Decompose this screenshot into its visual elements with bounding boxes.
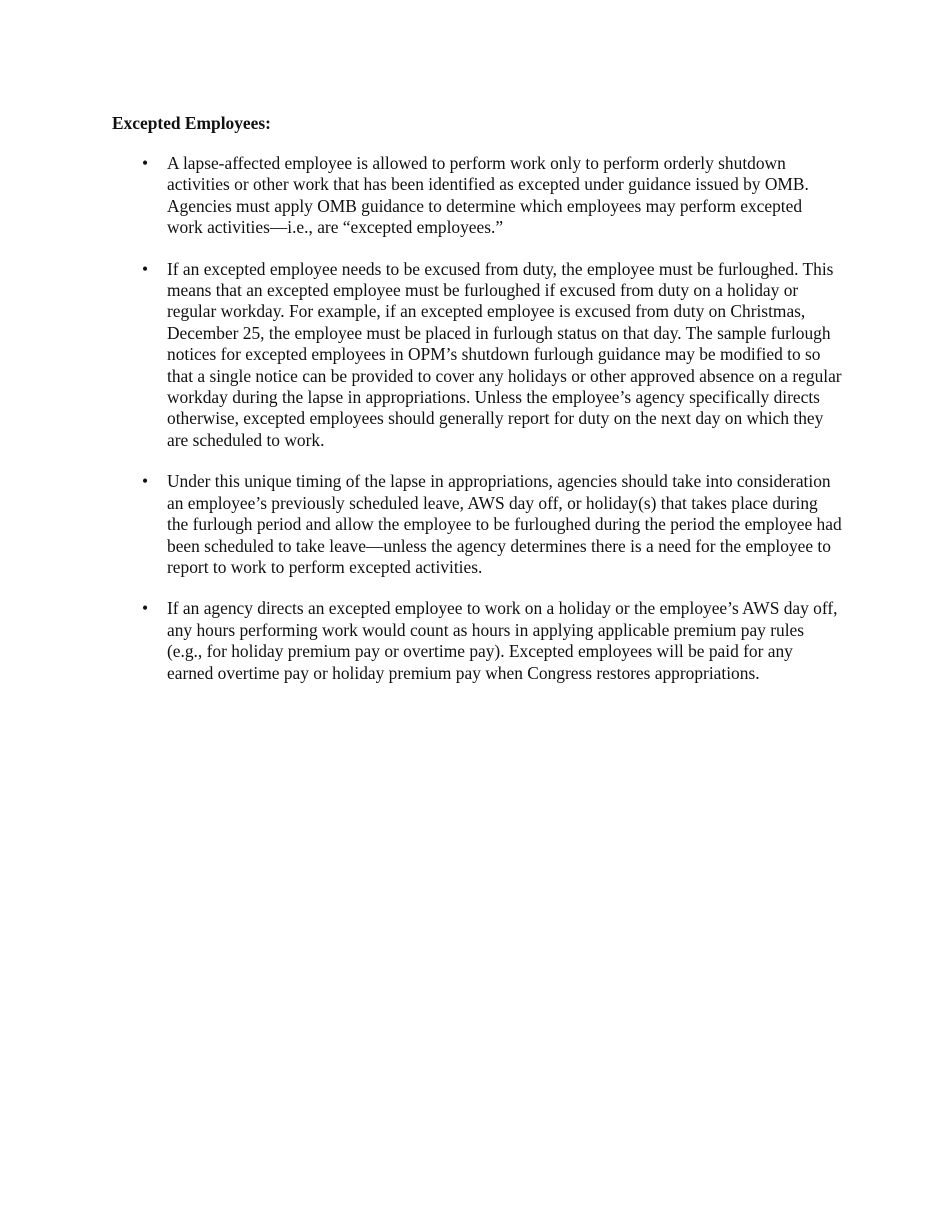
bullet-icon: • [141,258,149,279]
bullet-text: If an agency directs an excepted employee to work on a holiday or the employee’s AWS day off, any hours performing work would count as hours in applying applicable premium pay rules (e.g., for holiday premium pay or overtime pay). Excepted employees will be paid for any earned overtime pay or holiday premium pay when Congress restores appropriations. [167,598,838,683]
list-item [112,153,842,239]
list-item [112,259,842,452]
bullet-icon: • [141,598,149,619]
bullet-list [112,153,842,704]
section-heading: Excepted Employees: [112,113,271,133]
list-item [112,471,842,578]
bullet-icon: • [141,153,149,173]
list-item [112,598,842,684]
bullet-icon: • [141,471,149,492]
bullet-text: Under this unique timing of the lapse in appropriations, agencies should take into consideration an employee’s previously scheduled leave, AWS day off, or holiday(s) that takes place during the furlough period and allow the employee to be furloughed during the period the employee had been scheduled to take leave—unless the agency determines there is a need for the employee to report to work to perform excepted activities. [167,471,842,577]
bullet-text: A lapse-affected employee is allowed to perform work only to perform orderly shutdown activities or other work that has been identified as excepted under guidance issued by OMB. Agencies must apply OMB guidance to determine which employees may perform excepted work activities—i.e., are “excepted employees.” [167,153,809,238]
bullet-text: If an excepted employee needs to be excused from duty, the employee must be furloughed. This means that an excepted employee must be furloughed if excused from duty on a holiday or regular workday. For example, if an excepted employee is excused from duty on Christmas, December 25, the employee must be placed in furlough status on that day. The sample furlough notices for excepted employees in OPM’s shutdown furlough guidance may be modified to so that a single notice can be provided to cover any holidays or other approved absence on a regular workday during the lapse in appropriations. Unless the employee’s agency specifically directs otherwise, excepted employees should generally report for duty on the next day on which they are scheduled to work. [167,258,842,450]
